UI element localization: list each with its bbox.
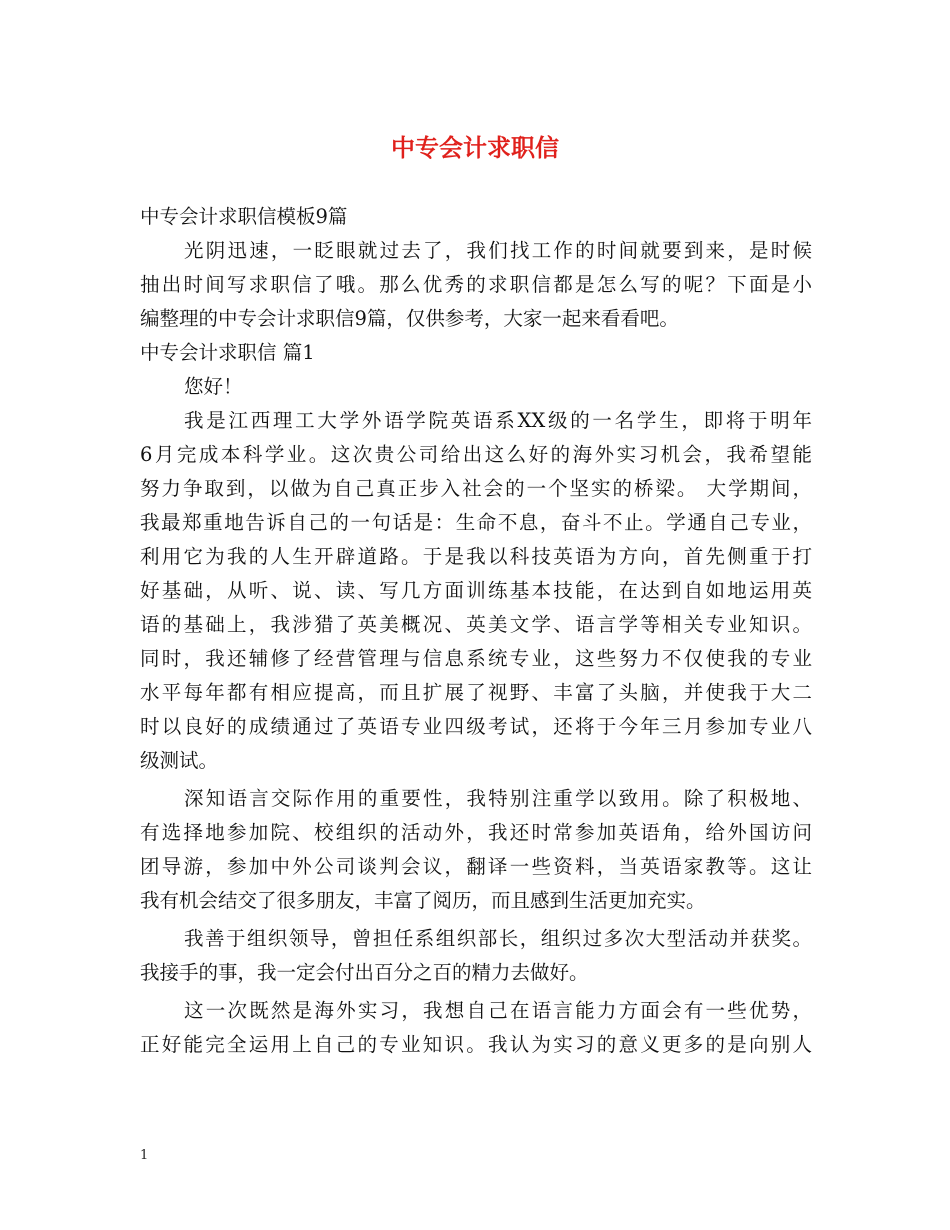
subtitle-line: 中专会计求职信模板9篇 xyxy=(140,205,348,228)
paragraph-line: 我最郑重地告诉自己的一句话是：生命不息，奋斗不止。学通自己专业， xyxy=(140,511,812,534)
paragraph-line: 我善于组织领导，曾担任系组织部长，组织过多次大型活动并获奖。 xyxy=(184,927,812,950)
document-title: 中专会计求职信 xyxy=(391,133,559,162)
paragraph-line: 我有机会结交了很多朋友，丰富了阅历，而且感到生活更加充实。 xyxy=(140,889,706,912)
paragraph-line: 光阴迅速，一眨眼就过去了，我们找工作的时间就要到来，是时候 xyxy=(184,239,812,262)
paragraph-line: 团导游，参加中外公司谈判会议，翻译一些资料，当英语家教等。这让 xyxy=(140,855,812,878)
paragraph-line: 编整理的中专会计求职信9篇，仅供参考，大家一起来看看吧。 xyxy=(140,307,679,330)
paragraph-line: 语的基础上，我涉猎了英美概况、英美文学、语言学等相关专业知识。 xyxy=(140,613,812,636)
salutation-line: 您好！ xyxy=(184,375,243,398)
paragraph-line: 时以良好的成绩通过了英语专业四级考试，还将于今年三月参加专业八 xyxy=(140,715,812,738)
paragraph-line: 6月完成本科学业。这次贵公司给出这么好的海外实习机会，我希望能 xyxy=(140,443,812,466)
paragraph-line: 我接手的事，我一定会付出百分之百的精力去做好。 xyxy=(140,961,589,984)
document-body xyxy=(140,200,812,1062)
paragraph-line: 我是江西理工大学外语学院英语系XX级的一名学生，即将于明年 xyxy=(184,409,812,432)
paragraph-line: 利用它为我的人生开辟道路。于是我以科技英语为方向，首先侧重于打 xyxy=(140,545,812,568)
page-number: 1 xyxy=(140,1148,149,1163)
paragraph-line: 好基础，从听、说、读、写几方面训练基本技能，在达到自如地运用英 xyxy=(140,579,812,602)
section-heading: 中专会计求职信 篇1 xyxy=(140,341,315,364)
paragraph-line: 这一次既然是海外实习，我想自己在语言能力方面会有一些优势， xyxy=(184,999,812,1022)
paragraph-line: 水平每年都有相应提高，而且扩展了视野、丰富了头脑，并使我于大二 xyxy=(140,681,812,704)
paragraph-line: 深知语言交际作用的重要性，我特别注重学以致用。除了积极地、 xyxy=(184,787,812,810)
paragraph-line: 同时，我还辅修了经营管理与信息系统专业，这些努力不仅使我的专业 xyxy=(140,647,812,670)
paragraph-line: 正好能完全运用上自己的专业知识。我认为实习的意义更多的是向别人 xyxy=(140,1033,812,1056)
paragraph-line: 有选择地参加院、校组织的活动外，我还时常参加英语角，给外国访问 xyxy=(140,821,812,844)
paragraph-line: 抽出时间写求职信了哦。那么优秀的求职信都是怎么写的呢？下面是小 xyxy=(140,273,812,296)
paragraph-line: 努力争取到，以做为自己真正步入社会的一个坚实的桥梁。 大学期间， xyxy=(140,477,812,500)
paragraph-line: 级测试。 xyxy=(140,749,219,772)
